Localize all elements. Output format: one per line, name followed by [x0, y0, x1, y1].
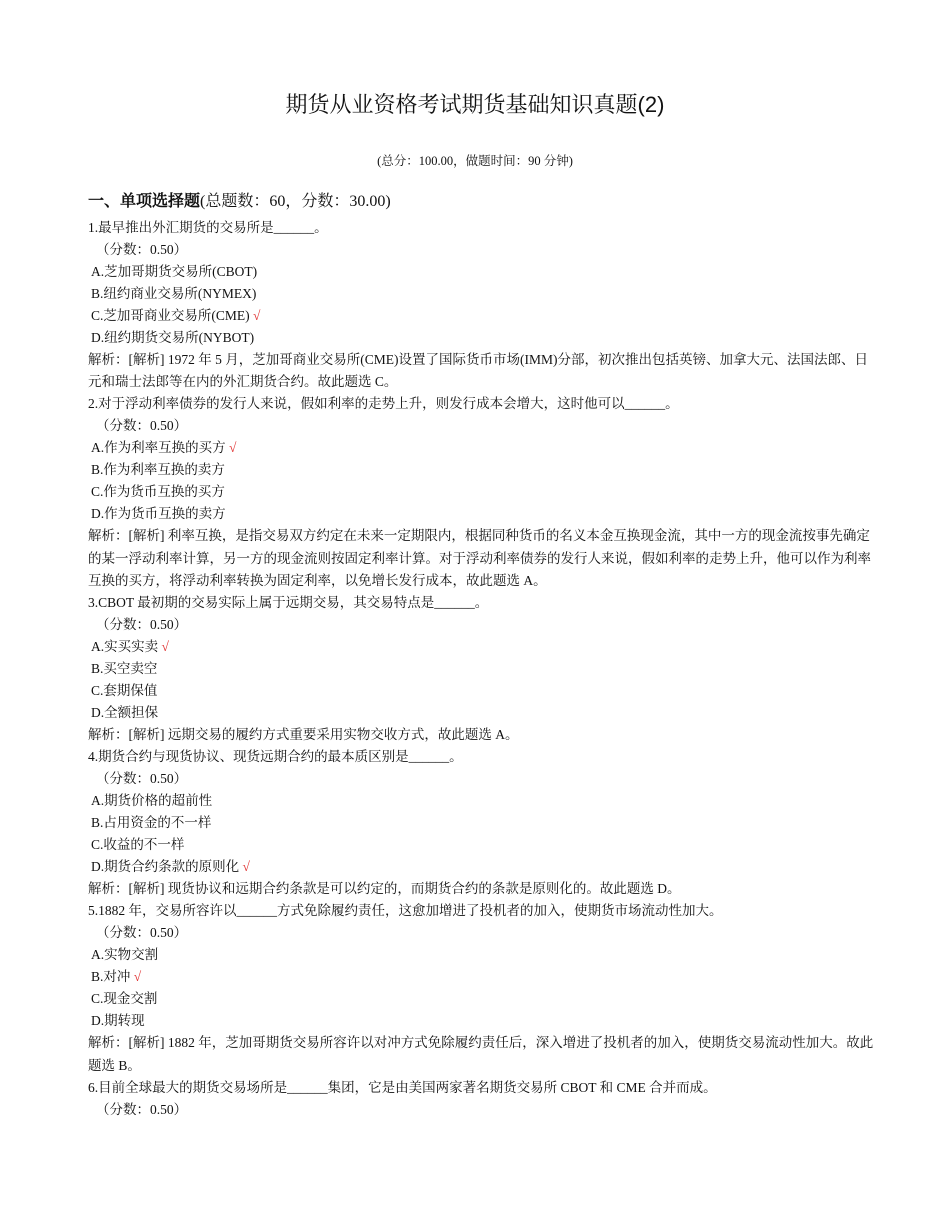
option-text: A.实物交割 [91, 947, 159, 963]
option-item [88, 988, 878, 1010]
correct-check-icon: √ [229, 440, 237, 456]
option-item [88, 790, 878, 812]
question-stem: 5.1882 年，交易所容许以______方式免除履约责任，这愈加增进了投机者的加入，使期货市场流动性加大。 [88, 903, 723, 919]
section-info: (总题数：60，分数：30.00) [200, 193, 391, 210]
option-item [88, 459, 878, 481]
section-heading [88, 188, 391, 211]
option-item [88, 481, 878, 503]
option-text: B.作为利率互换的卖方 [91, 462, 225, 478]
option-item [88, 305, 878, 327]
option-text: B.对冲 [91, 969, 131, 985]
option-text: A.芝加哥期货交易所(CBOT) [91, 264, 258, 279]
option-item [88, 283, 878, 305]
explanation: 解析：[解析] 利率互换，是指交易双方约定在未来一定期限内，根据同种货币的名义本金互换现金流，其中一方的现金流按事先确定的某一浮动利率计算，另一方的现金流则按固定利率计算。对于浮动利率债券的发行人来说，假如利率的走势上升，他可以作为利率互换的买方，将浮动利率转换为固定利率，以免增长发行成本，故此题选 A。 [88, 528, 871, 588]
option-text: B.买空卖空 [91, 661, 158, 677]
option-text: B.占用资金的不一样 [91, 815, 212, 831]
exam-meta: (总分：100.00，做题时间：90 分钟) [377, 154, 573, 168]
option-text: A.实买实卖 [91, 639, 159, 655]
explanation: 解析：[解析] 1972 年 5 月，芝加哥商业交易所(CME)设置了国际货币市场(IMM)分部，初次推出包括英镑、加拿大元、法国法郎、日元和瑞士法郎等在内的外汇期货合约。故此题选 C。 [88, 352, 868, 390]
question-item [88, 900, 878, 1076]
question-stem: 4.期货合约与现货协议、现货远期合约的最本质区别是______。 [88, 749, 463, 765]
option-item [88, 812, 878, 834]
option-item [88, 658, 878, 680]
question-item [88, 1077, 878, 1121]
option-item [88, 327, 878, 349]
question-score: （分数：0.50） [96, 418, 188, 434]
option-item [88, 702, 878, 724]
question-score: （分数：0.50） [96, 925, 188, 941]
option-text: C.套期保值 [91, 683, 158, 699]
question-stem: 6.目前全球最大的期货交易场所是______集团，它是由美国两家著名期货交易所 CBOT 和 CME 合并而成。 [88, 1079, 717, 1095]
option-text: A.期货价格的超前性 [91, 793, 213, 809]
correct-check-icon: √ [253, 308, 261, 323]
option-text: C.现金交割 [91, 991, 158, 1007]
question-item [88, 746, 878, 900]
option-text: C.作为货币互换的买方 [91, 484, 225, 500]
question-score: （分数：0.50） [96, 771, 188, 787]
option-text: D.期货合约条款的原则化 [91, 859, 240, 875]
option-item [88, 944, 878, 966]
option-item [88, 1010, 878, 1032]
option-text: D.作为货币互换的卖方 [91, 506, 226, 522]
question-stem: 1.最早推出外汇期货的交易所是______。 [88, 220, 328, 235]
option-item [88, 966, 878, 988]
explanation: 解析：[解析] 现货协议和远期合约条款是可以约定的，而期货合约的条款是原则化的。故此题选 D。 [88, 881, 681, 897]
question-item [88, 393, 878, 592]
option-item [88, 636, 878, 658]
option-item [88, 261, 878, 283]
section-label: 一、单项选择题 [88, 193, 201, 210]
question-item [88, 217, 878, 393]
question-list [88, 217, 878, 1121]
option-text: D.纽约期货交易所(NYBOT) [91, 330, 255, 345]
question-stem: 3.CBOT 最初期的交易实际上属于远期交易，其交易特点是______。 [88, 595, 489, 611]
explanation: 解析：[解析] 远期交易的履约方式重要采用实物交收方式，故此题选 A。 [88, 727, 519, 743]
correct-check-icon: √ [161, 639, 169, 655]
option-item [88, 856, 878, 878]
question-score: （分数：0.50） [96, 242, 188, 257]
option-text: C.芝加哥商业交易所(CME) [91, 308, 250, 323]
option-item [88, 834, 878, 856]
question-stem: 2.对于浮动利率债券的发行人来说，假如利率的走势上升，则发行成本会增大，这时他可以______。 [88, 396, 679, 412]
correct-check-icon: √ [242, 859, 250, 875]
option-item [88, 680, 878, 702]
question-score: （分数：0.50） [96, 617, 188, 633]
option-text: A.作为利率互换的买方 [91, 440, 226, 456]
question-item [88, 592, 878, 746]
explanation: 解析：[解析] 1882 年，芝加哥期货交易所容许以对冲方式免除履约责任后，深入增进了投机者的加入，使期货交易流动性加大。故此题选 B。 [88, 1035, 874, 1073]
option-text: D.期转现 [91, 1013, 145, 1029]
correct-check-icon: √ [133, 969, 142, 985]
option-item [88, 437, 878, 459]
option-text: C.收益的不一样 [91, 837, 185, 853]
option-item [88, 503, 878, 525]
document-title: 期货从业资格考试期货基础知识真题(2) [285, 92, 665, 117]
option-text: B.纽约商业交易所(NYMEX) [91, 286, 257, 301]
option-text: D.全额担保 [91, 705, 159, 721]
question-score: （分数：0.50） [96, 1101, 188, 1117]
